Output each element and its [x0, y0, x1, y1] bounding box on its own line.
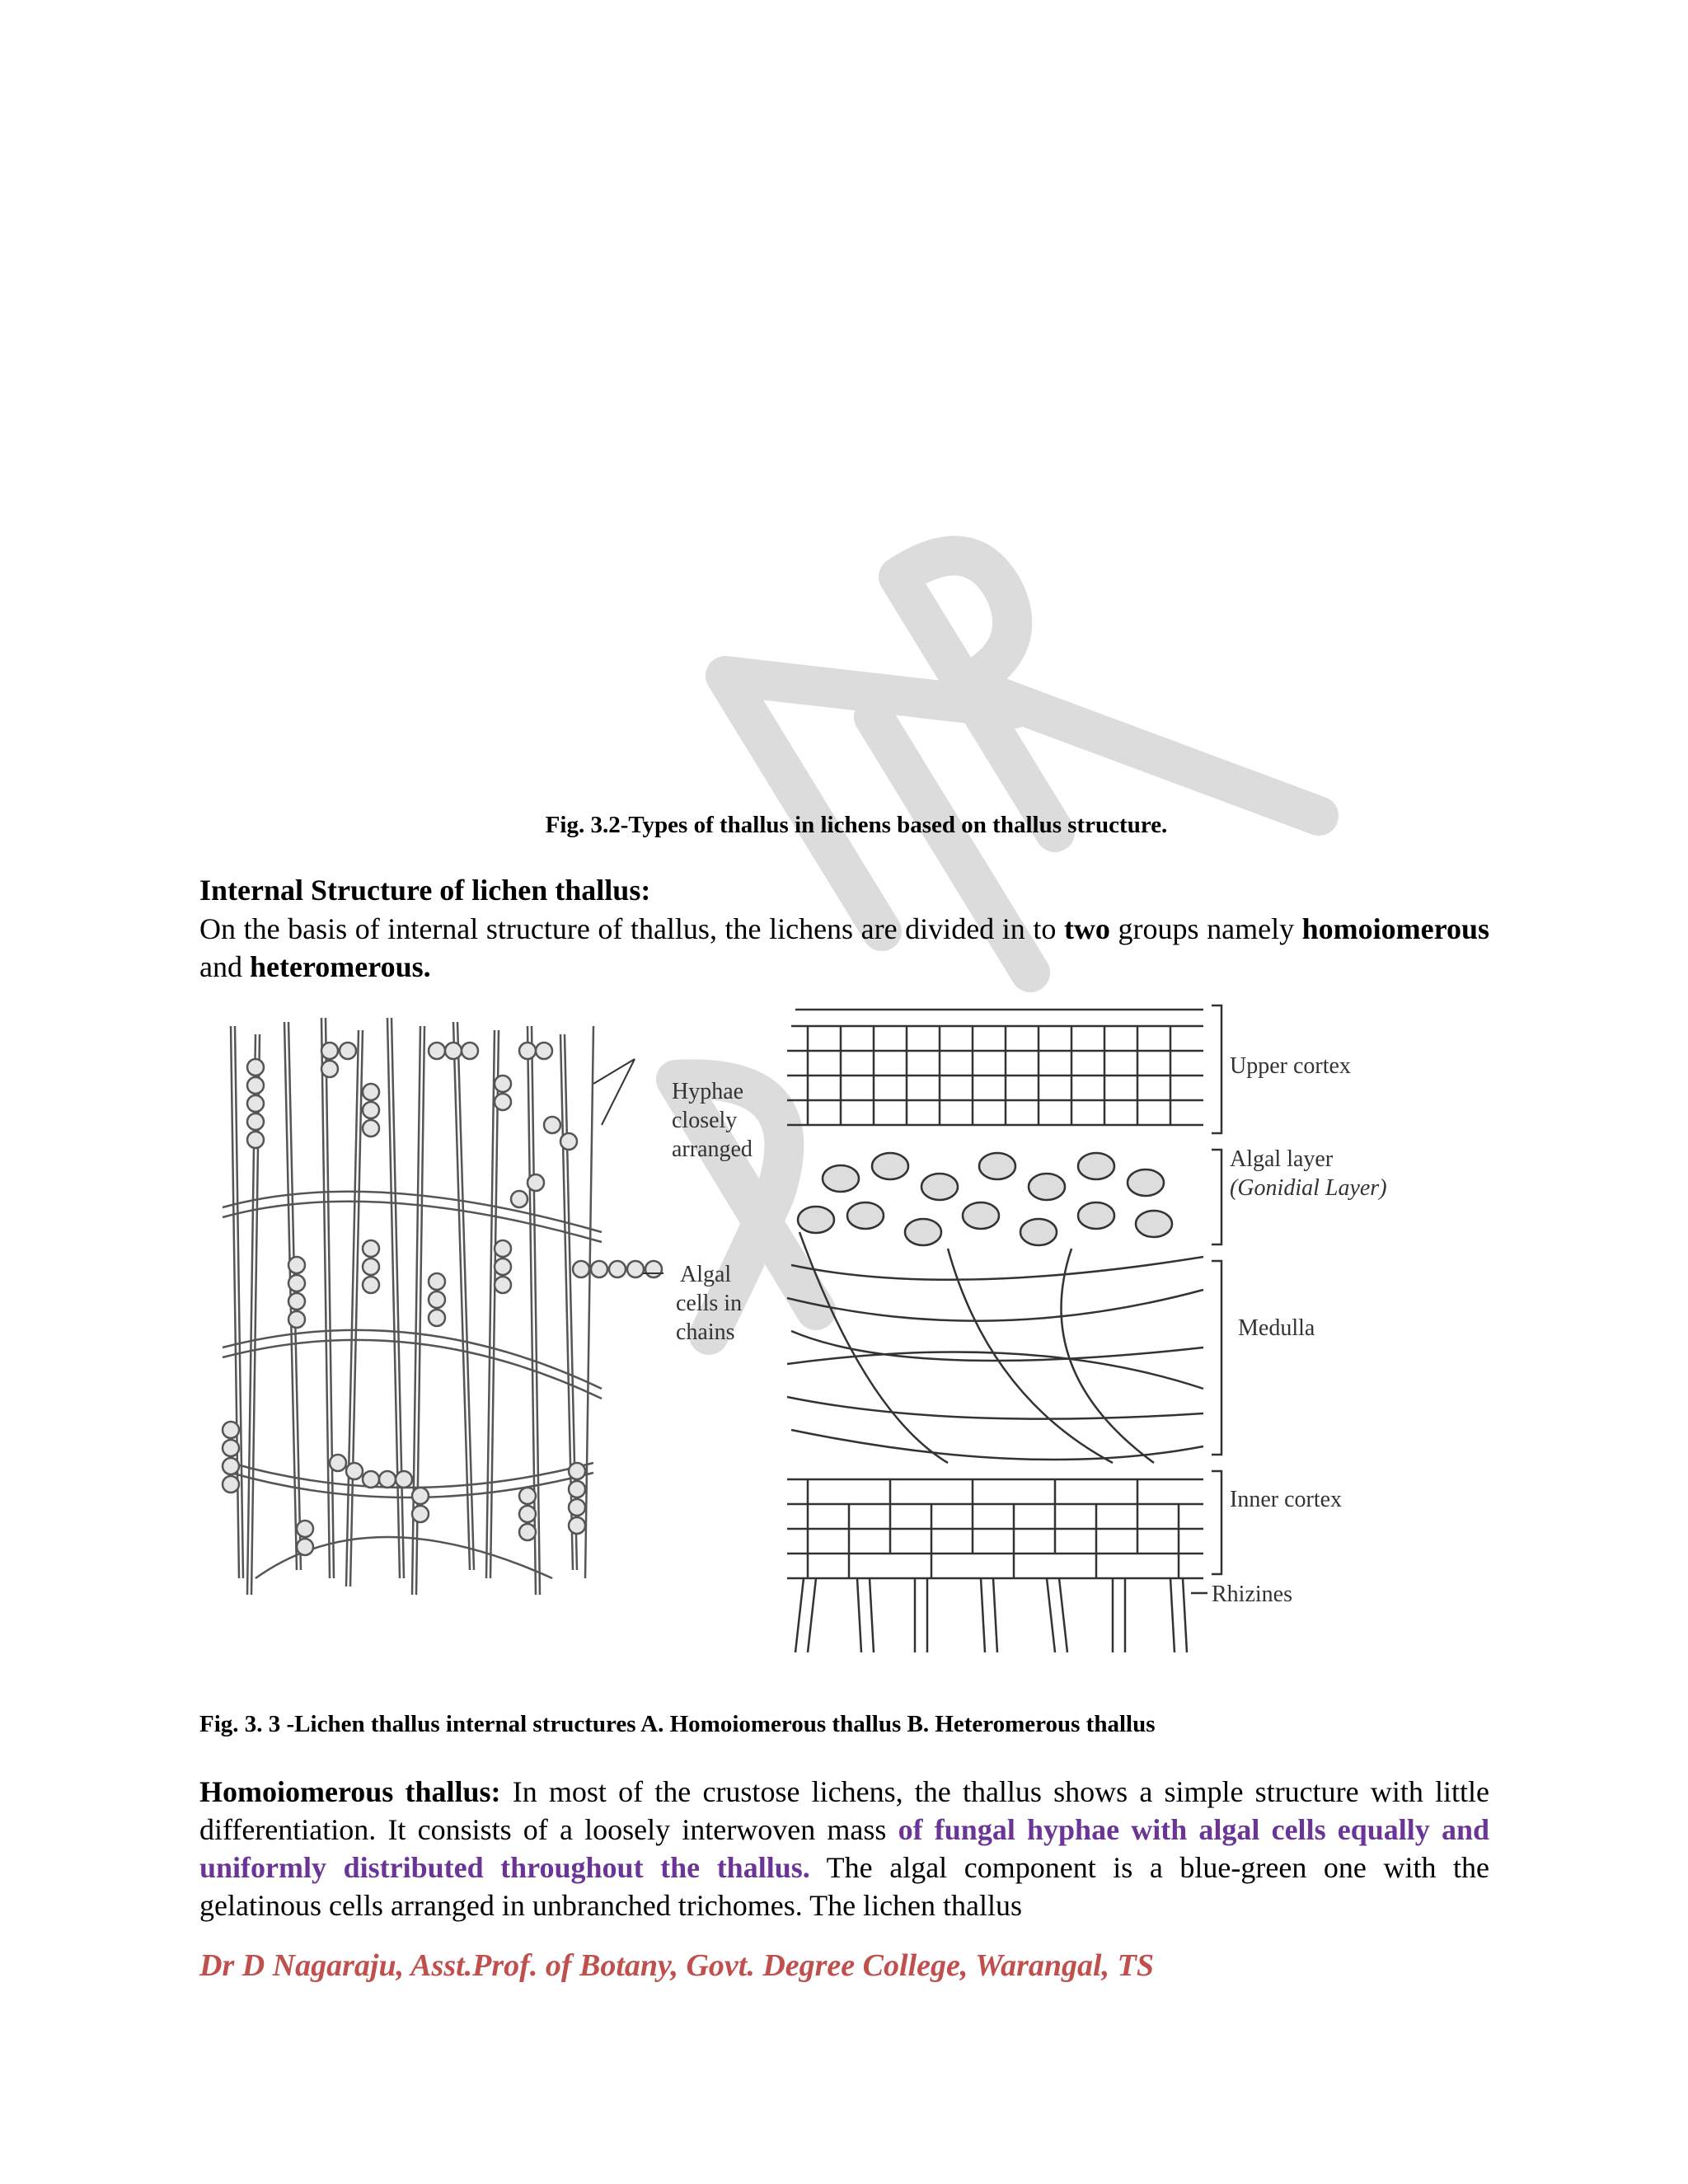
label-rhizines: Rhizines	[1212, 1582, 1292, 1607]
homoiomerous-labels	[672, 1079, 753, 1345]
figure-3-2-caption: Fig. 3.2-Types of thallus in lichens based on thallus structure.	[545, 812, 1168, 838]
figure-3-3-caption: Fig. 3. 3 -Lichen thallus internal structures A. Homoiomerous thallus B. Heteromerous thallus	[199, 1711, 1156, 1737]
svg-text:closely: closely	[672, 1108, 738, 1133]
lichen-thallus-figure	[206, 1001, 1426, 1661]
svg-text:cells in: cells in	[676, 1291, 743, 1316]
intro-paragraph: On the basis of internal structure of thallus, the lichens are divided in to two groups namely homoiomerous and heteromerous.	[199, 912, 1489, 983]
svg-text:chains: chains	[676, 1319, 735, 1345]
label-gonidial-layer: (Gonidial Layer)	[1230, 1175, 1387, 1201]
homoiomerous-diagram	[223, 1018, 662, 1595]
section-heading: Internal Structure of lichen thallus:	[199, 874, 651, 907]
label-upper-cortex: Upper cortex	[1230, 1053, 1351, 1079]
label-inner-cortex: Inner cortex	[1230, 1487, 1343, 1512]
svg-text:arranged: arranged	[672, 1137, 753, 1162]
author-footer: Dr D Nagaraju, Asst.Prof. of Botany, Govt. Degree College, Warangal, TS	[199, 1948, 1154, 1983]
label-hyphae: Hyphae	[672, 1079, 744, 1104]
homoiomerous-term: Homoiomerous thallus:	[199, 1775, 501, 1808]
label-algal-layer: Algal layer	[1230, 1146, 1334, 1172]
label-medulla: Medulla	[1238, 1315, 1315, 1341]
highlighted-text: of fungal hyphae with algal cells equally and uniformly distributed throughout the thallus.	[199, 1813, 1490, 1884]
label-algal-cells: Algal	[680, 1262, 732, 1287]
homoiomerous-paragraph: Homoiomerous thallus: In most of the crustose lichens, the thallus shows a simple structure with little differentiation. It consists of a loosely interwoven mass of fungal hyphae with algal cells equally and uniformly distributed throughout the thallus. The algal component is a blue-green one with the gelatinous cells arranged in unbranched trichomes. The lichen thallus	[199, 1775, 1490, 1922]
heteromerous-labels	[1212, 1053, 1387, 1607]
heteromerous-diagram	[787, 1010, 1203, 1652]
